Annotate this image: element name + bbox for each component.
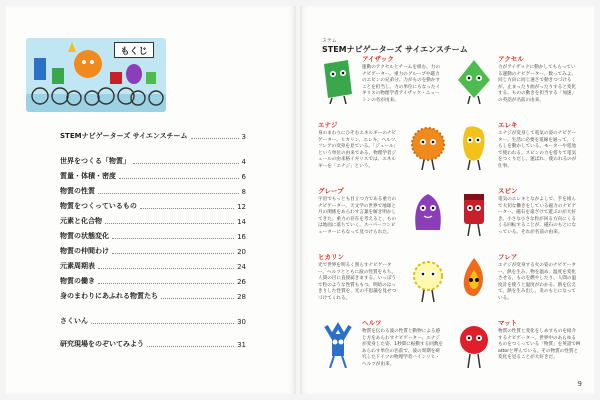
toc-entry-label: 物質の性質 xyxy=(60,187,95,195)
hertz-character-icon xyxy=(318,322,358,368)
toc-entry[interactable] xyxy=(60,336,246,349)
toc-entry-page: 24 xyxy=(237,263,246,271)
toc-leader xyxy=(112,238,234,239)
toc-leader xyxy=(119,178,239,179)
character-name: エナジ xyxy=(318,121,338,129)
toc-entry-page: 20 xyxy=(237,248,246,256)
character-description: 力がアイザックに動かしてもらっている運動のナビゲーター。数ってみよ。同じ方向に同じ速さで動きつづけるが、止まったり曲がったりすると変化する。ものの動きを担当する「加速」の英語が名前の由来。 xyxy=(498,65,577,103)
toc-entry-label: 世界をつくる「物質」 xyxy=(60,157,130,165)
character-card xyxy=(318,186,448,246)
character-card xyxy=(454,318,584,378)
toc-entry-page: 3 xyxy=(241,133,246,141)
character-description: 光で世界を明るく照らすナビゲーター。ヘルツとともに波の性質をもち、人間の目に直接届きまする。いっぽうで粒のような性質ももつ。明暗のはっきりした性質を、光の不思議を見せつづけてくれる。 xyxy=(318,263,397,301)
character-name: アクセル xyxy=(498,55,524,63)
toc-entry[interactable] xyxy=(60,313,246,326)
character-card xyxy=(454,186,584,246)
energy-character-icon xyxy=(408,124,448,170)
toc-entry-page: 31 xyxy=(237,341,246,349)
toc-entry[interactable] xyxy=(60,273,246,286)
character-name: アイザック xyxy=(362,55,394,63)
elec-character-icon xyxy=(454,124,494,170)
toc-entry-page: 30 xyxy=(237,318,246,326)
right-page xyxy=(300,6,594,394)
character-description: 物質の性質と変化をしめすものを紹介するナビゲーター。世界中のあらゆるものをつくっている「物質」を英語でMatterと呼んでいる。その物質の性質と変化を見ることが大好きだ。 xyxy=(498,329,580,361)
toc-entry[interactable] xyxy=(60,153,246,166)
toc-leader xyxy=(140,208,234,209)
toc-entry-label: 物質の働き xyxy=(60,277,95,285)
toc-entry-label: 物質をつくっているもの xyxy=(60,202,137,210)
isaac-character-icon xyxy=(318,58,358,104)
toc-entry[interactable] xyxy=(60,258,246,271)
toc-entry-label: 物質の仲間わけ xyxy=(60,247,109,255)
toc-entry[interactable] xyxy=(60,183,246,196)
toc-entry-label: 元素周期表 xyxy=(60,262,95,270)
toc-entry-page: 6 xyxy=(241,173,246,181)
toc-leader xyxy=(133,163,239,164)
spin-character-icon xyxy=(454,190,494,236)
character-name: ヘルツ xyxy=(362,319,382,327)
character-card xyxy=(454,54,584,114)
team-heading-ruby: ステム xyxy=(322,38,337,44)
character-description: 身のまわりにひそむエネルギーのナビゲーター。ヒカリン、エレキ、ヘルツ、フレアの変身を見ている。「ジュール」という単位の由来である、物理学者ジュールの由来格イギリスでは、エネルギーを「エナジ」という。 xyxy=(318,131,400,169)
character-name: マット xyxy=(498,319,518,327)
toc-entry-label: 研究現場をのぞいてみよう xyxy=(60,340,144,348)
grape-character-icon xyxy=(408,190,448,236)
character-card xyxy=(318,318,448,378)
character-description: エナジが変身する火の姿のナビゲーター。熱を生み、物を温め、温度を変化させる。ものを燃やしたり、人間の温度計を使うと温度がわかる。熱を伝えて、熱を生み出し、炎のもとになっている。 xyxy=(498,263,577,301)
toc-entry[interactable] xyxy=(60,213,246,226)
toc-entry-page: 28 xyxy=(237,293,246,301)
character-description: 電気のエレキとなかよしで、手を組んで大切な働きをしている磁力のナビゲーター。磁石を遠ざけて遊ぶのが大好き。小さな小さな粒が回る方向にくるくる回転することが、磁石のもとになっている。それが名前の由来。 xyxy=(498,197,577,235)
toc-entry-page: 4 xyxy=(241,158,246,166)
toc-entry-label: 質量・体積・密度 xyxy=(60,172,116,180)
toc-entry-page: 16 xyxy=(237,233,246,241)
character-name: スピン xyxy=(498,187,518,195)
toc-leader xyxy=(98,283,234,284)
toc-entry[interactable] xyxy=(60,228,246,241)
character-description: 宇宙でもっとも目立つ力である重力のナビゲーター。天文学の世界で地球と月の関係をあらわす言葉を解き明かしてきた。重力の存在を考えると、ものは地面に落ちていく。スーパーコンピューターにもなって見つけられた。 xyxy=(318,197,397,235)
toc-heading: もくじ xyxy=(114,42,154,58)
toc-entry[interactable] xyxy=(60,198,246,211)
character-card xyxy=(454,252,584,312)
toc-entry-label: 元素と化合物 xyxy=(60,217,102,225)
team-heading-text: STEMナビゲーターズ サイエンスチーム xyxy=(322,45,468,54)
character-card xyxy=(318,54,448,114)
character-card xyxy=(318,120,448,180)
toc-entry-page: 26 xyxy=(237,278,246,286)
toc-entry[interactable] xyxy=(60,128,246,141)
character-name: ヒカリン xyxy=(318,253,344,261)
character-description: 物質を伝わる波の性質と動物による感じ方をあらわすナビゲーター。エナジが変身した姿。1秒間に振動する回数をあらわす単位の名前で、波の周期を研究したドイツの物理学者ハインリヒ・ヘルツが由来。 xyxy=(362,329,444,367)
flare-character-icon xyxy=(454,256,494,302)
character-card xyxy=(454,120,584,180)
toc-entry-page: 8 xyxy=(241,188,246,196)
toc-leader xyxy=(105,223,234,224)
character-name: エレキ xyxy=(498,121,518,129)
character-card xyxy=(318,252,448,312)
toc-entry[interactable] xyxy=(60,168,246,181)
character-name: グレープ xyxy=(318,187,344,195)
toc-entry-label: 物質の状態変化 xyxy=(60,232,109,240)
toc-entry-page: 14 xyxy=(237,218,246,226)
toc-entry-label: さくいん xyxy=(60,317,88,325)
character-description: エナジが変身して電気の姿のナビゲーター。生活に必要を電線を通って、くらしを動かしている。モーターや電池で使われる。スピンの力を借りて電気をつくりだし、運ばれ、使われるのが仕事。 xyxy=(498,131,577,169)
toc-entry-label: 身のまわりにあふれる物質たち xyxy=(60,292,158,300)
left-page xyxy=(6,6,296,394)
toc-entry-label: STEMナビゲーターズ サイエンスチーム xyxy=(60,132,188,140)
character-description: 運動のアクセルとチームを組む、力のナビゲーター。重力のグループや磁力のエビンの兄弟分。力がものを動かすことを担当し、力の単位にもなったイギリスの物理学者アイザック・ニュートンの名が由来。 xyxy=(362,65,441,103)
toc-leader xyxy=(147,346,234,347)
toc-leader xyxy=(98,193,239,194)
toc-leader xyxy=(191,138,239,139)
toc-entry[interactable] xyxy=(60,288,246,301)
toc-entry[interactable] xyxy=(60,243,246,256)
toc-entry-page: 12 xyxy=(237,203,246,211)
toc-leader xyxy=(161,298,234,299)
team-heading xyxy=(322,38,468,55)
toc-leader xyxy=(91,323,234,324)
page-number: 9 xyxy=(577,380,582,388)
toc-leader xyxy=(112,253,234,254)
hikarin-character-icon xyxy=(408,256,448,302)
character-name: フレア xyxy=(498,253,518,261)
axel-character-icon xyxy=(454,58,494,104)
toc-leader xyxy=(98,268,234,269)
matt-character-icon xyxy=(454,322,494,368)
table-of-contents xyxy=(60,128,246,351)
